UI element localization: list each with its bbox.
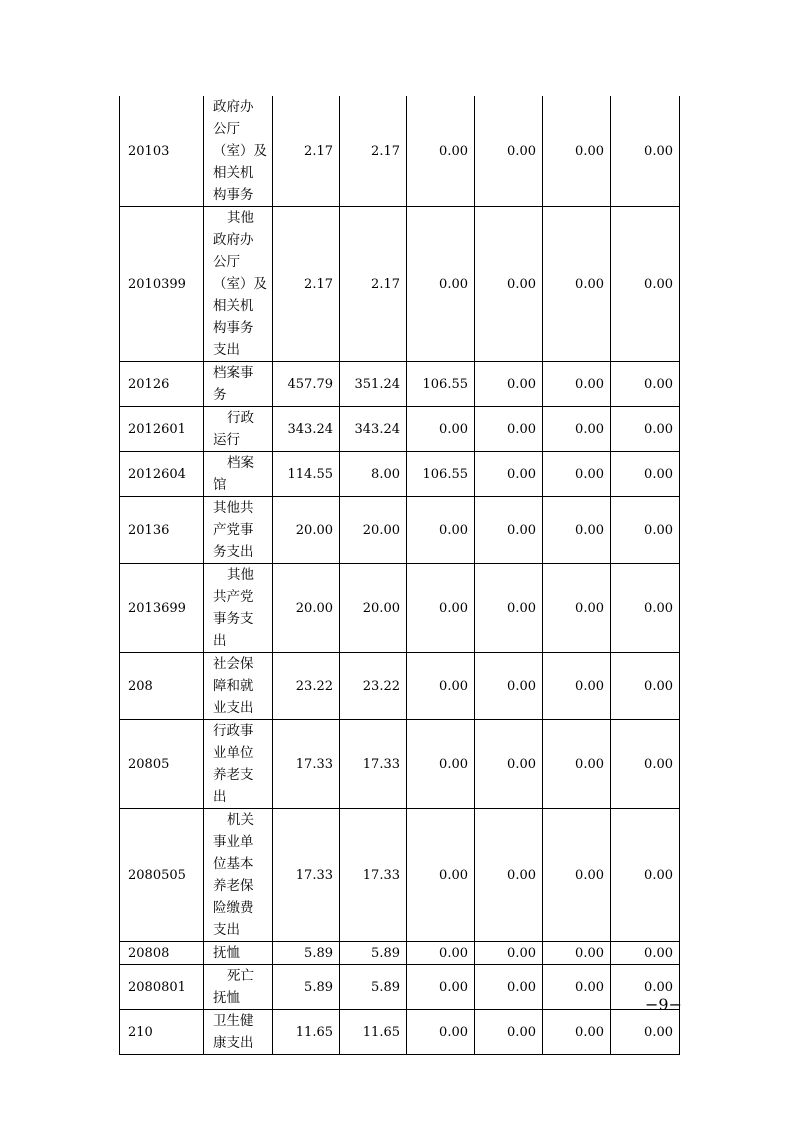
amount-cell: 2.17 <box>273 96 340 207</box>
table-row <box>120 407 680 452</box>
subject-name-line: 档案 <box>227 455 254 471</box>
subject-name-line: 相关机 <box>213 298 254 314</box>
subject-name-line: 抚恤 <box>213 945 240 961</box>
amount-cell: 0.00 <box>407 965 475 1010</box>
amount-cell: 23.22 <box>340 653 407 720</box>
amount-cell: 17.33 <box>340 809 407 942</box>
subject-name-line: 行政 <box>227 410 254 426</box>
subject-code-cell: 2013699 <box>120 564 204 653</box>
table-row <box>120 362 680 407</box>
subject-name-line: 其他共 <box>213 500 254 516</box>
subject-name-line: 事务支 <box>213 611 254 627</box>
amount-cell: 0.00 <box>611 653 680 720</box>
amount-cell: 457.79 <box>273 362 340 407</box>
amount-cell: 0.00 <box>543 407 611 452</box>
subject-name-line: 务 <box>213 387 227 403</box>
amount-cell: 0.00 <box>475 942 543 965</box>
subject-name-line: 养老保 <box>213 878 254 894</box>
subject-code-cell: 2012604 <box>120 452 204 497</box>
table-row <box>120 809 680 942</box>
amount-cell: 2.17 <box>340 96 407 207</box>
subject-name-line: 公厅 <box>213 121 240 137</box>
amount-cell: 5.89 <box>340 942 407 965</box>
amount-cell: 0.00 <box>407 497 475 564</box>
amount-cell: 0.00 <box>475 965 543 1010</box>
amount-cell: 0.00 <box>475 452 543 497</box>
amount-cell: 0.00 <box>543 497 611 564</box>
amount-cell: 114.55 <box>273 452 340 497</box>
amount-cell: 20.00 <box>273 497 340 564</box>
amount-cell: 5.89 <box>340 965 407 1010</box>
amount-cell: 0.00 <box>543 362 611 407</box>
table-row <box>120 965 680 1010</box>
subject-name-line: 相关机 <box>213 165 254 181</box>
budget-table <box>119 96 680 1055</box>
amount-cell: 0.00 <box>475 720 543 809</box>
subject-name-line: 档案事 <box>213 365 254 381</box>
amount-cell: 0.00 <box>407 564 475 653</box>
amount-cell: 0.00 <box>407 1010 475 1055</box>
amount-cell: 0.00 <box>407 942 475 965</box>
amount-cell: 0.00 <box>611 362 680 407</box>
subject-name-line: 务支出 <box>213 544 254 560</box>
amount-cell: 0.00 <box>475 207 543 362</box>
subject-code-cell: 20808 <box>120 942 204 965</box>
amount-cell: 0.00 <box>543 96 611 207</box>
amount-cell: 0.00 <box>543 720 611 809</box>
subject-name-line: 事业单 <box>213 834 254 850</box>
subject-name-line: 产党事 <box>213 522 254 538</box>
amount-cell: 0.00 <box>475 1010 543 1055</box>
amount-cell: 343.24 <box>340 407 407 452</box>
amount-cell: 0.00 <box>475 96 543 207</box>
subject-name-line: 支出 <box>213 342 240 358</box>
subject-name-line: 支出 <box>213 922 240 938</box>
subject-name-line: 位基本 <box>213 856 254 872</box>
budget-table-body <box>120 96 680 1055</box>
amount-cell: 0.00 <box>611 564 680 653</box>
amount-cell: 17.33 <box>340 720 407 809</box>
amount-cell: 0.00 <box>475 564 543 653</box>
page-number: −9− <box>645 995 682 1014</box>
subject-name-cell <box>204 720 273 809</box>
subject-name-cell <box>204 452 273 497</box>
amount-cell: 106.55 <box>407 452 475 497</box>
subject-name-line: 险缴费 <box>213 900 254 916</box>
subject-name-line: 社会保 <box>213 656 254 672</box>
amount-cell: 20.00 <box>340 497 407 564</box>
subject-name-line: 出 <box>213 789 227 805</box>
subject-name-line: 机关 <box>227 812 254 828</box>
amount-cell: 0.00 <box>475 497 543 564</box>
subject-code-cell: 210 <box>120 1010 204 1055</box>
subject-name-cell <box>204 96 273 207</box>
subject-name-line: 卫生健 <box>213 1013 254 1029</box>
amount-cell: 11.65 <box>340 1010 407 1055</box>
amount-cell: 0.00 <box>543 942 611 965</box>
subject-name-line: 业单位 <box>213 745 254 761</box>
subject-name-line: 其他 <box>227 210 254 226</box>
amount-cell: 0.00 <box>611 942 680 965</box>
subject-name-cell <box>204 407 273 452</box>
table-row <box>120 96 680 207</box>
amount-cell: 0.00 <box>475 653 543 720</box>
amount-cell: 0.00 <box>611 96 680 207</box>
amount-cell: 20.00 <box>273 564 340 653</box>
amount-cell: 0.00 <box>407 96 475 207</box>
subject-name-line: 其他 <box>227 567 254 583</box>
subject-name-line: 共产党 <box>213 589 254 605</box>
amount-cell: 0.00 <box>611 452 680 497</box>
subject-code-cell: 20103 <box>120 96 204 207</box>
amount-cell: 0.00 <box>543 653 611 720</box>
subject-name-line: 馆 <box>213 477 227 493</box>
table-row <box>120 497 680 564</box>
amount-cell: 0.00 <box>475 407 543 452</box>
subject-code-cell: 2012601 <box>120 407 204 452</box>
subject-name-cell <box>204 942 273 965</box>
amount-cell: 2.17 <box>273 207 340 362</box>
table-row <box>120 720 680 809</box>
table-row <box>120 207 680 362</box>
amount-cell: 5.89 <box>273 942 340 965</box>
amount-cell: 0.00 <box>611 497 680 564</box>
subject-name-line: 运行 <box>213 432 240 448</box>
amount-cell: 106.55 <box>407 362 475 407</box>
subject-name-line: 死亡 <box>227 968 254 984</box>
amount-cell: 0.00 <box>407 809 475 942</box>
amount-cell: 0.00 <box>543 564 611 653</box>
subject-code-cell: 20126 <box>120 362 204 407</box>
amount-cell: 8.00 <box>340 452 407 497</box>
subject-name-line: 养老支 <box>213 767 254 783</box>
amount-cell: 0.00 <box>611 207 680 362</box>
amount-cell: 11.65 <box>273 1010 340 1055</box>
subject-name-line: 构事务 <box>213 187 254 203</box>
amount-cell: 0.00 <box>543 809 611 942</box>
amount-cell: 0.00 <box>407 407 475 452</box>
subject-name-line: 抚恤 <box>213 990 240 1006</box>
subject-name-line: 政府办 <box>213 99 254 115</box>
subject-name-line: 障和就 <box>213 678 254 694</box>
amount-cell: 0.00 <box>611 965 680 1010</box>
subject-name-line: （室）及 <box>213 143 267 159</box>
amount-cell: 0.00 <box>407 653 475 720</box>
amount-cell: 0.00 <box>611 1010 680 1055</box>
amount-cell: 0.00 <box>407 720 475 809</box>
table-row <box>120 653 680 720</box>
subject-name-cell <box>204 362 273 407</box>
subject-name-cell <box>204 1010 273 1055</box>
subject-name-cell <box>204 497 273 564</box>
amount-cell: 0.00 <box>543 452 611 497</box>
subject-code-cell: 208 <box>120 653 204 720</box>
amount-cell: 2.17 <box>340 207 407 362</box>
amount-cell: 23.22 <box>273 653 340 720</box>
table-row <box>120 1010 680 1055</box>
subject-name-line: （室）及 <box>213 276 267 292</box>
amount-cell: 0.00 <box>475 362 543 407</box>
subject-code-cell: 2010399 <box>120 207 204 362</box>
amount-cell: 5.89 <box>273 965 340 1010</box>
subject-name-line: 行政事 <box>213 723 254 739</box>
table-row <box>120 564 680 653</box>
subject-code-cell: 2080505 <box>120 809 204 942</box>
amount-cell: 17.33 <box>273 720 340 809</box>
amount-cell: 0.00 <box>407 207 475 362</box>
subject-name-cell <box>204 653 273 720</box>
subject-name-line: 出 <box>213 633 227 649</box>
table-row <box>120 942 680 965</box>
amount-cell: 0.00 <box>611 720 680 809</box>
amount-cell: 0.00 <box>611 407 680 452</box>
subject-code-cell: 20136 <box>120 497 204 564</box>
subject-name-cell <box>204 207 273 362</box>
subject-name-cell <box>204 809 273 942</box>
subject-code-cell: 2080801 <box>120 965 204 1010</box>
subject-name-line: 政府办 <box>213 232 254 248</box>
subject-name-line: 构事务 <box>213 320 254 336</box>
amount-cell: 351.24 <box>340 362 407 407</box>
subject-name-line: 业支出 <box>213 700 254 716</box>
amount-cell: 0.00 <box>543 1010 611 1055</box>
subject-code-cell: 20805 <box>120 720 204 809</box>
amount-cell: 0.00 <box>611 809 680 942</box>
table-row <box>120 452 680 497</box>
subject-name-line: 康支出 <box>213 1035 254 1051</box>
amount-cell: 0.00 <box>475 809 543 942</box>
subject-name-cell <box>204 965 273 1010</box>
amount-cell: 20.00 <box>340 564 407 653</box>
subject-name-cell <box>204 564 273 653</box>
amount-cell: 0.00 <box>543 965 611 1010</box>
amount-cell: 343.24 <box>273 407 340 452</box>
subject-name-line: 公厅 <box>213 254 240 270</box>
amount-cell: 17.33 <box>273 809 340 942</box>
amount-cell: 0.00 <box>543 207 611 362</box>
